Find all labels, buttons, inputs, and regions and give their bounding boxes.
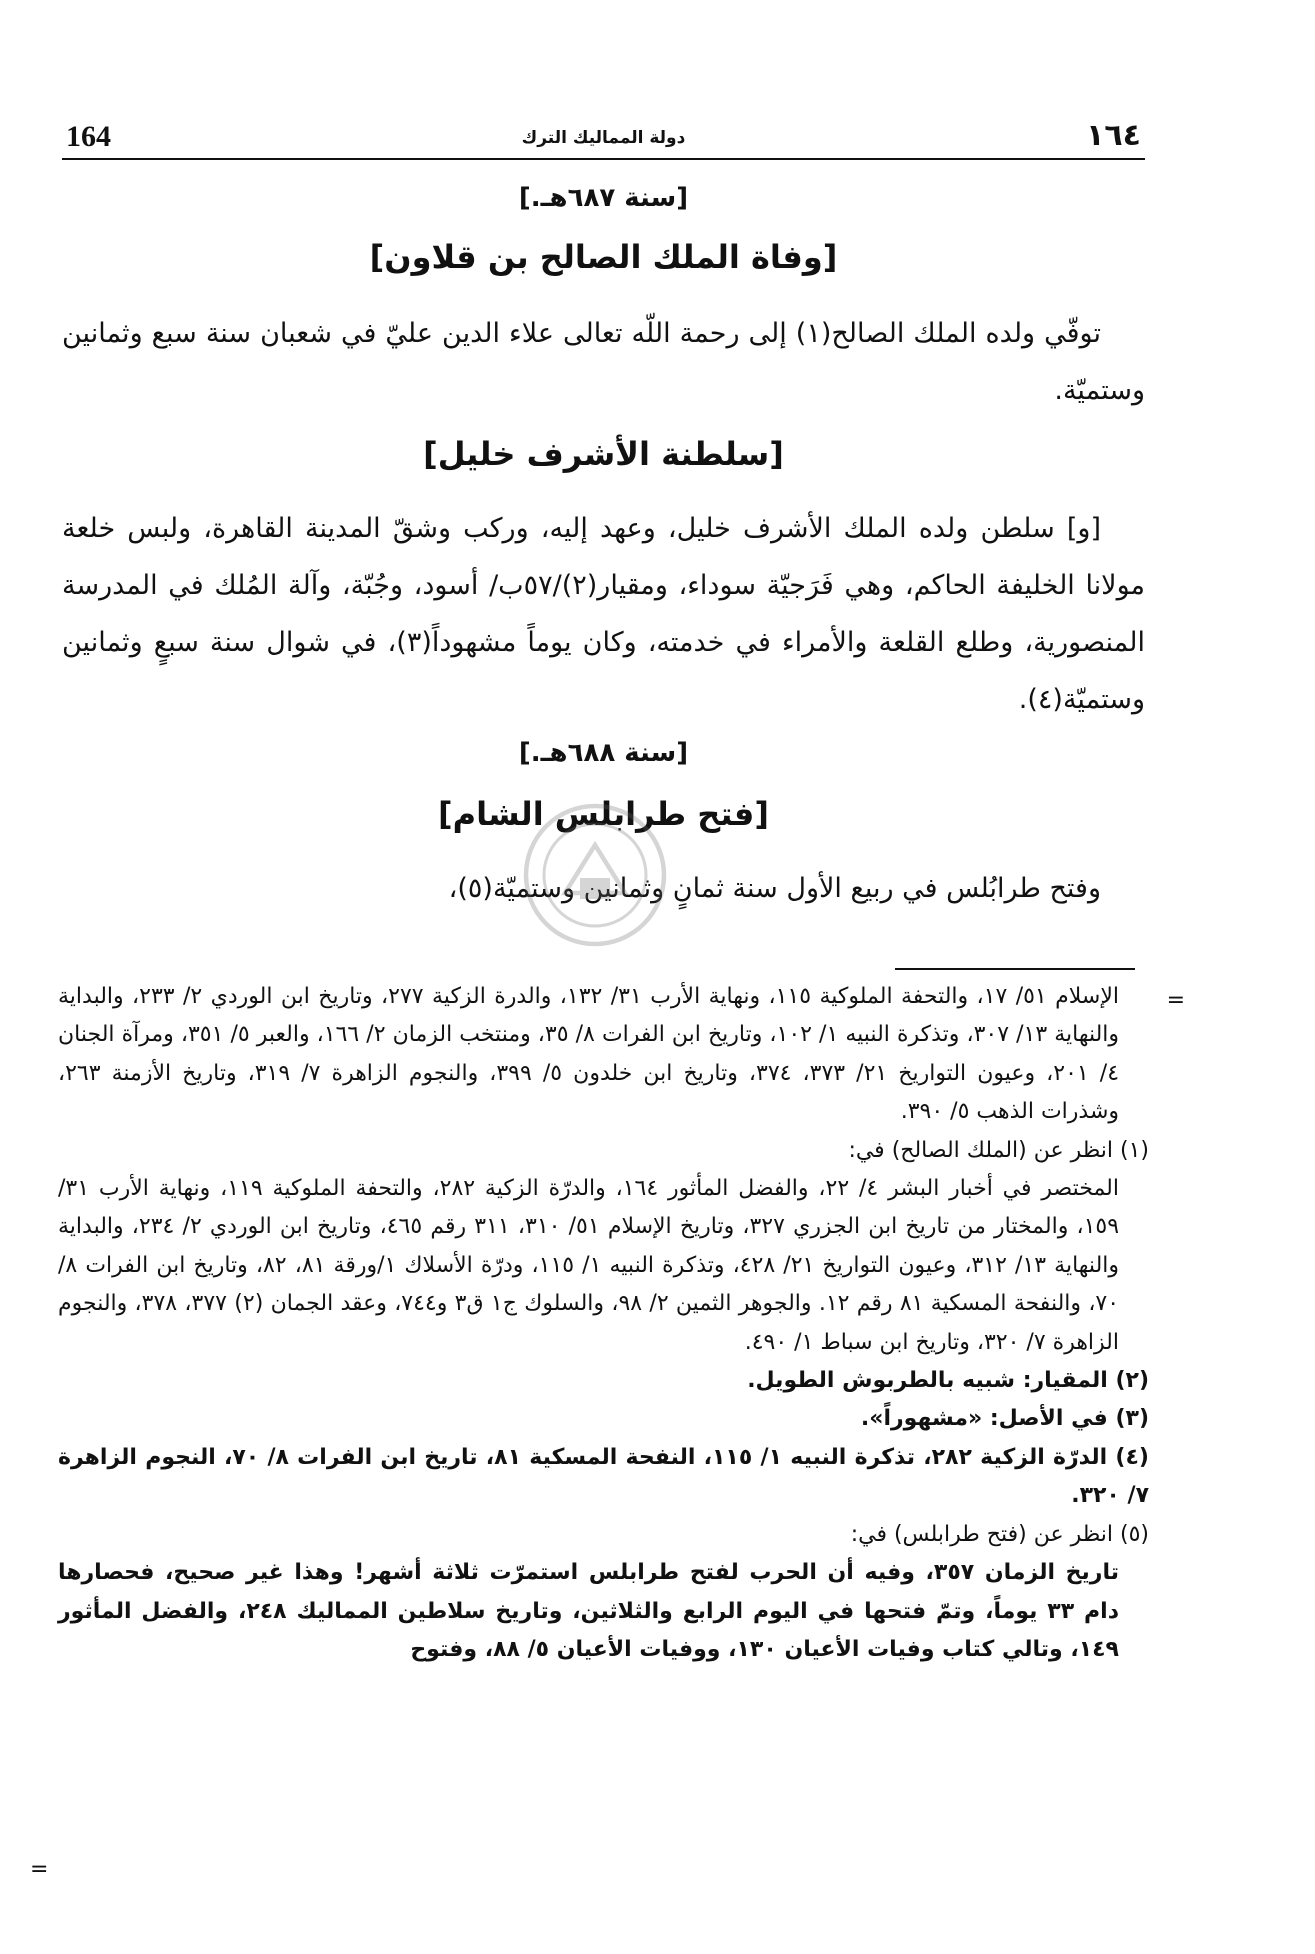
running-title: دولة المماليك الترك <box>521 128 686 148</box>
footnote-continued: الإسلام ٥١/ ١٧، والتحفة الملوكية ١١٥، ونهاية الأرب ٣١/ ١٣٢، والدرة الزكية ٢٧٧، وتاريخ ابن الوردي ٢/ ٢٣٣، والبداية والنهاية ١٣/ ٣٠٧، وتذكرة النبيه ١/ ١٠٢، وتاريخ ابن الفرات ٨/ ٣٥، ومنتخب الزمان ٢/ ١٦٦، والعبر ٥/ ٣٥١، ومرآة الجنان ٤/ ٢٠١، وعيون التواريخ ٢١/ ٣٧٣، ٣٧٤، وتاريخ ابن خلدون ٥/ ٣٩٩، والنجوم الزاهرة ٧/ ٣١٩، وتاريخ الأزمنة ٢٦٣، وشذرات الذهب ٥/ ٣٩٠. <box>58 984 1120 1125</box>
footnote-5-head: (٥) انظر عن (فتح طرابلس) في: <box>850 1521 1149 1547</box>
page-number-latin: 164 <box>66 120 111 153</box>
footnote-4: (٤) الدرّة الزكية ٢٨٢، تذكرة النبيه ١/ ١١٥، النفحة المسكية ٨١، تاريخ ابن الفرات ٨/ ٧٠، النجوم الزاهرة ٧/ ٣٢٠. <box>58 1444 1149 1509</box>
section-heading: [سلطنة الأشرف خليل] <box>423 435 784 473</box>
footnote-5-body: تاريخ الزمان ٣٥٧، وفيه أن الحرب لفتح طرابلس استمرّت ثلاثة أشهر! وهذا غير صحيح، فحصارها دام ٣٣ يوماً، وتمّ فتحها في اليوم الرابع والثلاثين، وتاريخ سلاطين المماليك ٢٤٨، والفضل المأثور ١٤٩، وتالي كتاب وفيات الأعيان ١٣٠، ووفيات الأعيان ٥/ ٨٨، وفتوح <box>58 1560 1119 1662</box>
body-paragraph: وفتح طرابُلس في ربيع الأول سنة ثمانٍ وثمانين وستميّة(٥)، <box>448 873 1101 904</box>
body-paragraph: توفّي ولده الملك الصالح(١) إلى رحمة اللّه تعالى علاء الدين عليّ في شعبان سنة سبع وثمانين وستميّة. <box>62 318 1145 406</box>
body-paragraph: [و] سلطن ولده الملك الأشرف خليل، وعهد إليه، وركب وشقّ المدينة القاهرة، ولبس خلعة مولانا الخليفة الحاكم، وهي فَرَجيّة سوداء، ومقيار(٢)/٥٧ب/ أسود، وجُبّة، وآلة المُلك في المدرسة المنصورية، وطلع القلعة والأمراء في خدمته، وكان يوماً مشهوداً(٣)، في شوال سنة سبعٍ وثمانين وستميّة(٤). <box>62 513 1145 715</box>
footnote-3: (٣) في الأصل: «مشهوراً». <box>860 1406 1149 1432</box>
header-rule <box>62 158 1145 160</box>
page-header <box>62 118 1145 160</box>
section-heading: [وفاة الملك الصالح بن قلاون] <box>369 238 838 276</box>
library-seal-icon <box>520 800 670 950</box>
footnote-separator <box>895 968 1135 970</box>
footnote-continuation-mark: = <box>1166 988 1185 1013</box>
section-heading: [فتح طرابلس الشام] <box>438 795 769 833</box>
footnotes <box>58 978 1149 1669</box>
footnote-end-mark: = <box>30 1857 49 1882</box>
year-heading: [سنة ٦٨٨هـ.] <box>518 738 689 768</box>
year-heading: [سنة ٦٨٧هـ.] <box>518 183 689 213</box>
footnote-1-body: المختصر في أخبار البشر ٤/ ٢٢، والفضل المأثور ١٦٤، والدرّة الزكية ٢٨٢، والتحفة الملوكية ١١٩، ونهاية الأرب ٣١/ ١٥٩، والمختار من تاريخ ابن الجزري ٣٢٧، وتاريخ الإسلام ٥١/ ٣١٠، ٣١١ رقم ٤٦٥، وتاريخ ابن الوردي ٢/ ٢٣٤، والبداية والنهاية ١٣/ ٣١٢، وعيون التواريخ ٢١/ ٤٢٨، وتذكرة النبيه ١/ ١١٥، ودرّة الأسلاك ١/ورقة ٨١، ٨٢، وتاريخ ابن الفرات ٨/ ٧٠، والنفحة المسكية ٨١ رقم ١٢. والجوهر الثمين ٢/ ٩٨، والسلوك ج١ ق٣ و٧٤٤، وعقد الجمان (٢) ٣٧٧، ٣٧٨، والنجوم الزاهرة ٧/ ٣٢٠، وتاريخ ابن سباط ١/ ٤٩٠. <box>58 1176 1120 1355</box>
page-number-arabic: ١٦٤ <box>1086 118 1141 153</box>
footnote-2: (٢) المقيار: شبيه بالطربوش الطويل. <box>747 1368 1149 1394</box>
footnote-1-head: (١) انظر عن (الملك الصالح) في: <box>848 1137 1149 1163</box>
